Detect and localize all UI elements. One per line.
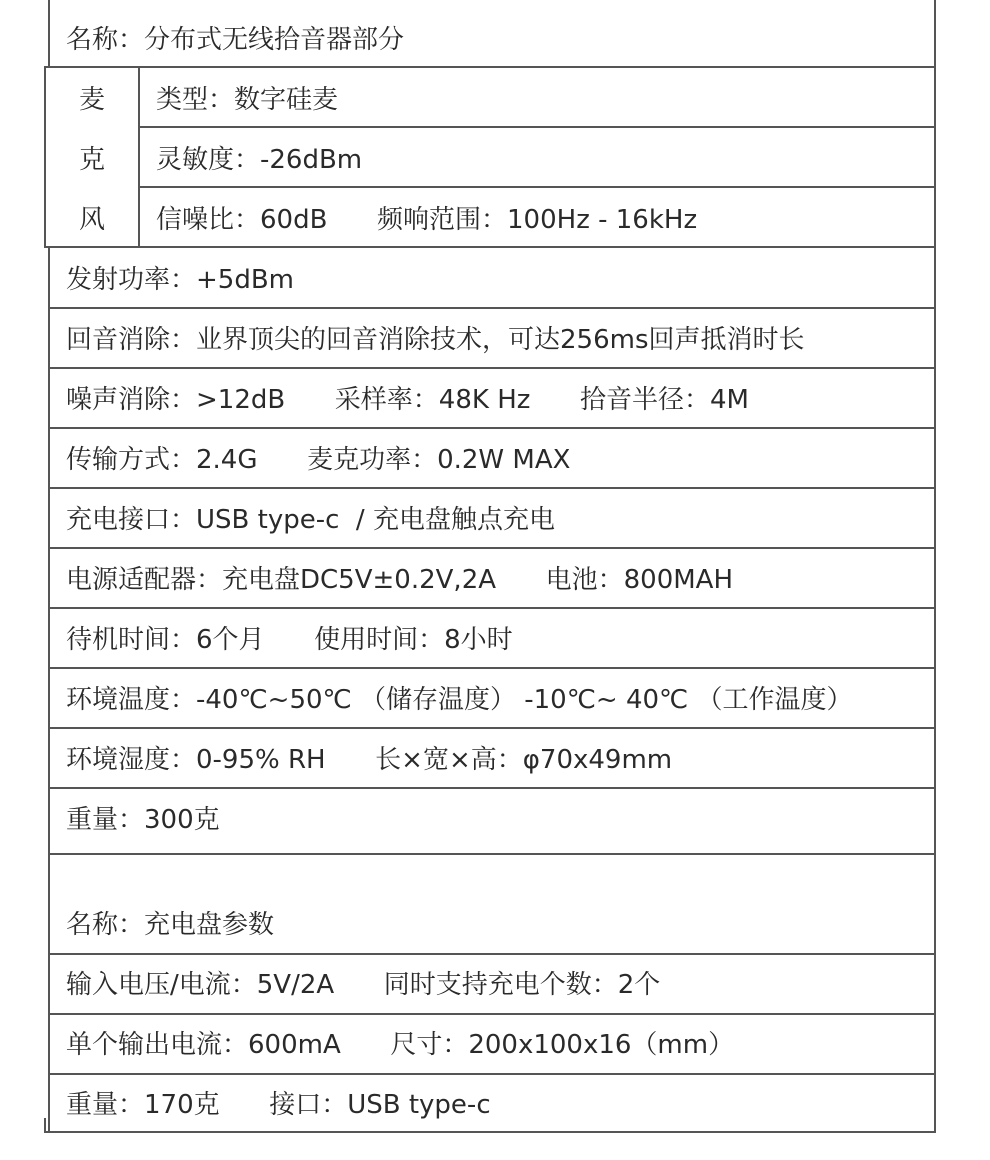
spec-row: 重量：300克 (66, 805, 220, 835)
row-divider (139, 186, 936, 188)
mic-block-divider (138, 67, 140, 248)
row-divider (44, 246, 936, 248)
spec-row: 环境温度：-40℃~50℃ （储存温度） -10℃~ 40℃ （工作温度） (66, 685, 853, 715)
row-divider (48, 487, 936, 489)
spec-row: 回音消除：业界顶尖的回音消除技术，可达256ms回声抵消时长 (66, 325, 805, 355)
mic-sensitivity-row: 灵敏度：-26dBm (156, 145, 363, 175)
spec-row: 待机时间：6个月 使用时间：8小时 (66, 625, 513, 655)
right-border (934, 0, 936, 1132)
row-divider (48, 427, 936, 429)
spec-row: 单个输出电流：600mA 尺寸：200x100x16（mm） (66, 1030, 735, 1060)
row-divider (48, 787, 936, 789)
row-divider (48, 853, 936, 855)
left-border-bottom (48, 247, 50, 1132)
spec-row: 噪声消除：>12dB 采样率：48K Hz 拾音半径：4M (66, 385, 749, 415)
row-divider (48, 307, 936, 309)
table-bottom-border (44, 1131, 936, 1133)
spec-row: 输入电压/电流：5V/2A 同时支持充电个数：2个 (66, 970, 661, 1000)
row-divider (44, 66, 936, 68)
row-divider (48, 547, 936, 549)
row-divider (48, 953, 936, 955)
row-divider (139, 126, 936, 128)
spec-row: 环境湿度：0-95% RH 长×宽×高：φ70x49mm (66, 745, 673, 775)
spec-row: 发射功率：+5dBm (66, 265, 294, 295)
mic-label-char: 风 (78, 205, 105, 235)
section2-title: 名称：充电盘参数 (66, 910, 275, 940)
row-divider (48, 667, 936, 669)
mic-label-char: 克 (78, 145, 105, 175)
spec-row: 电源适配器：充电盘DC5V±0.2V,2A 电池：800MAH (66, 565, 733, 595)
row-divider (48, 1073, 936, 1075)
row-divider (48, 727, 936, 729)
mic-type-row: 类型：数字硅麦 (156, 85, 339, 115)
left-border-top (48, 0, 50, 68)
spec-row: 充电接口：USB type-c / 充电盘触点充电 (66, 505, 555, 535)
spec-row: 传输方式：2.4G 麦克功率：0.2W MAX (66, 445, 571, 475)
spec-row: 重量：170克 接口：USB type-c (66, 1090, 491, 1120)
left-border-tail (44, 1118, 46, 1132)
row-divider (48, 1013, 936, 1015)
mic-snr-row: 信噪比：60dB 频响范围：100Hz - 16kHz (156, 205, 698, 235)
mic-label-char: 麦 (78, 85, 105, 115)
section1-title: 名称：分布式无线拾音器部分 (66, 25, 405, 55)
row-divider (48, 607, 936, 609)
row-divider (48, 367, 936, 369)
